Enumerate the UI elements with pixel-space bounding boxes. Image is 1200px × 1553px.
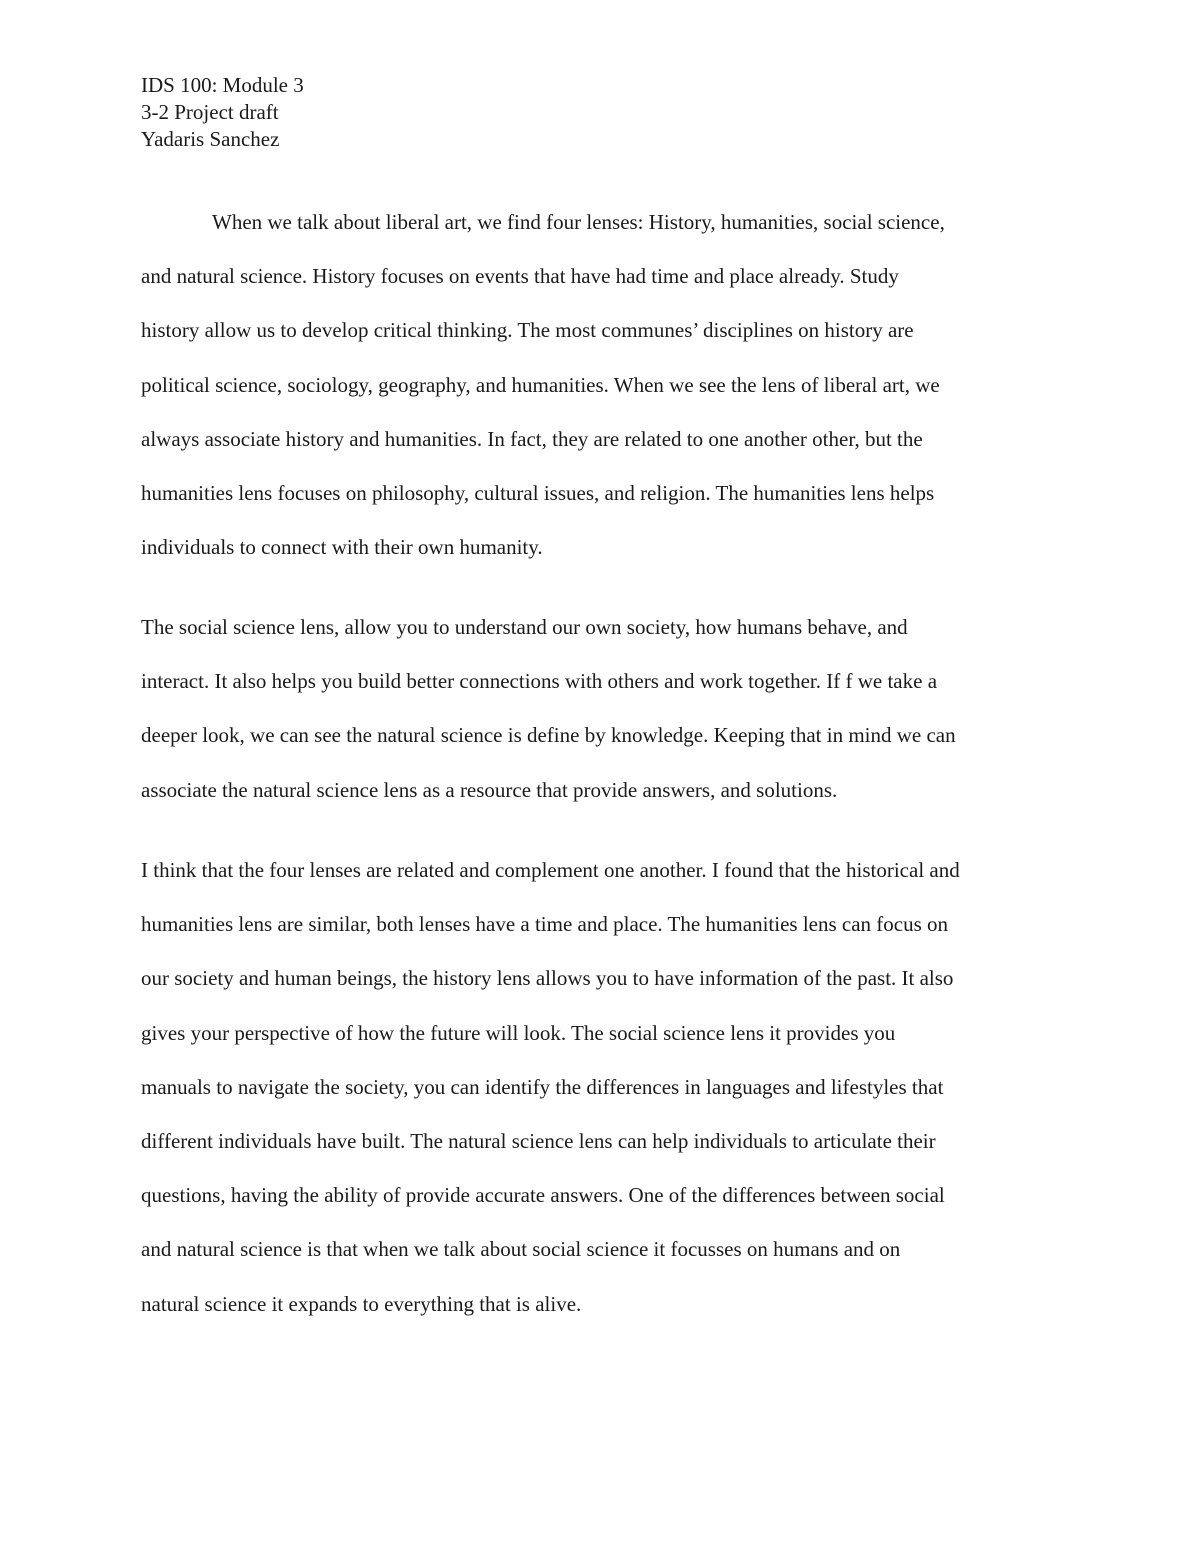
paragraph-line: and natural science is that when we talk about social science it focusses on humans and on [141,1237,901,1262]
paragraph-line: natural science it expands to everything that is alive. [141,1291,582,1316]
paragraph-line: different individuals have built. The natural science lens can help individuals to articulate their [141,1129,936,1154]
paragraph-line: manuals to navigate the society, you can identify the differences in languages and lifestyles that [141,1074,944,1099]
paragraph-line: deeper look, we can see the natural science is define by knowledge. Keeping that in mind we can [141,723,956,748]
paragraph-line: humanities lens focuses on philosophy, cultural issues, and religion. The humanities lens helps [141,481,935,506]
paragraph-line: humanities lens are similar, both lenses have a time and place. The humanities lens can focus on [141,912,949,937]
paragraph-1 [141,195,1071,574]
paragraph-line: always associate history and humanities. In fact, they are related to one another other, but the [141,426,923,451]
course-title: IDS 100: Module 3 [141,73,304,97]
paragraph-line: The social science lens, allow you to understand our own society, how humans behave, and [141,615,908,639]
paragraph-line: associate the natural science lens as a resource that provide answers, and solutions. [141,777,838,802]
assignment-title: 3-2 Project draft [141,100,279,124]
paragraph-line: interact. It also helps you build better connections with others and work together. If f we take a [141,669,938,694]
document-header [141,72,304,153]
paragraph-2 [141,600,1071,817]
paragraph-line: history allow us to develop critical thinking. The most communes’ disciplines on history are [141,318,914,343]
paragraph-line: individuals to connect with their own humanity. [141,535,543,560]
paragraph-line: gives your perspective of how the future will look. The social science lens it provides you [141,1020,896,1045]
paragraph-line: I think that the four lenses are related and complement one another. I found that the historical and [141,858,960,882]
author-name: Yadaris Sanchez [141,127,280,151]
paragraph-line: When we talk about liberal art, we find four lenses: History, humanities, social science, [212,210,945,234]
paragraph-line: and natural science. History focuses on events that have had time and place already. Study [141,264,899,289]
paragraph-3 [141,843,1071,1331]
paragraph-line: our society and human beings, the history lens allows you to have information of the past. It also [141,966,954,991]
paragraph-line: political science, sociology, geography, and humanities. When we see the lens of liberal art, we [141,372,940,397]
paragraph-line: questions, having the ability of provide accurate answers. One of the differences between social [141,1183,945,1208]
